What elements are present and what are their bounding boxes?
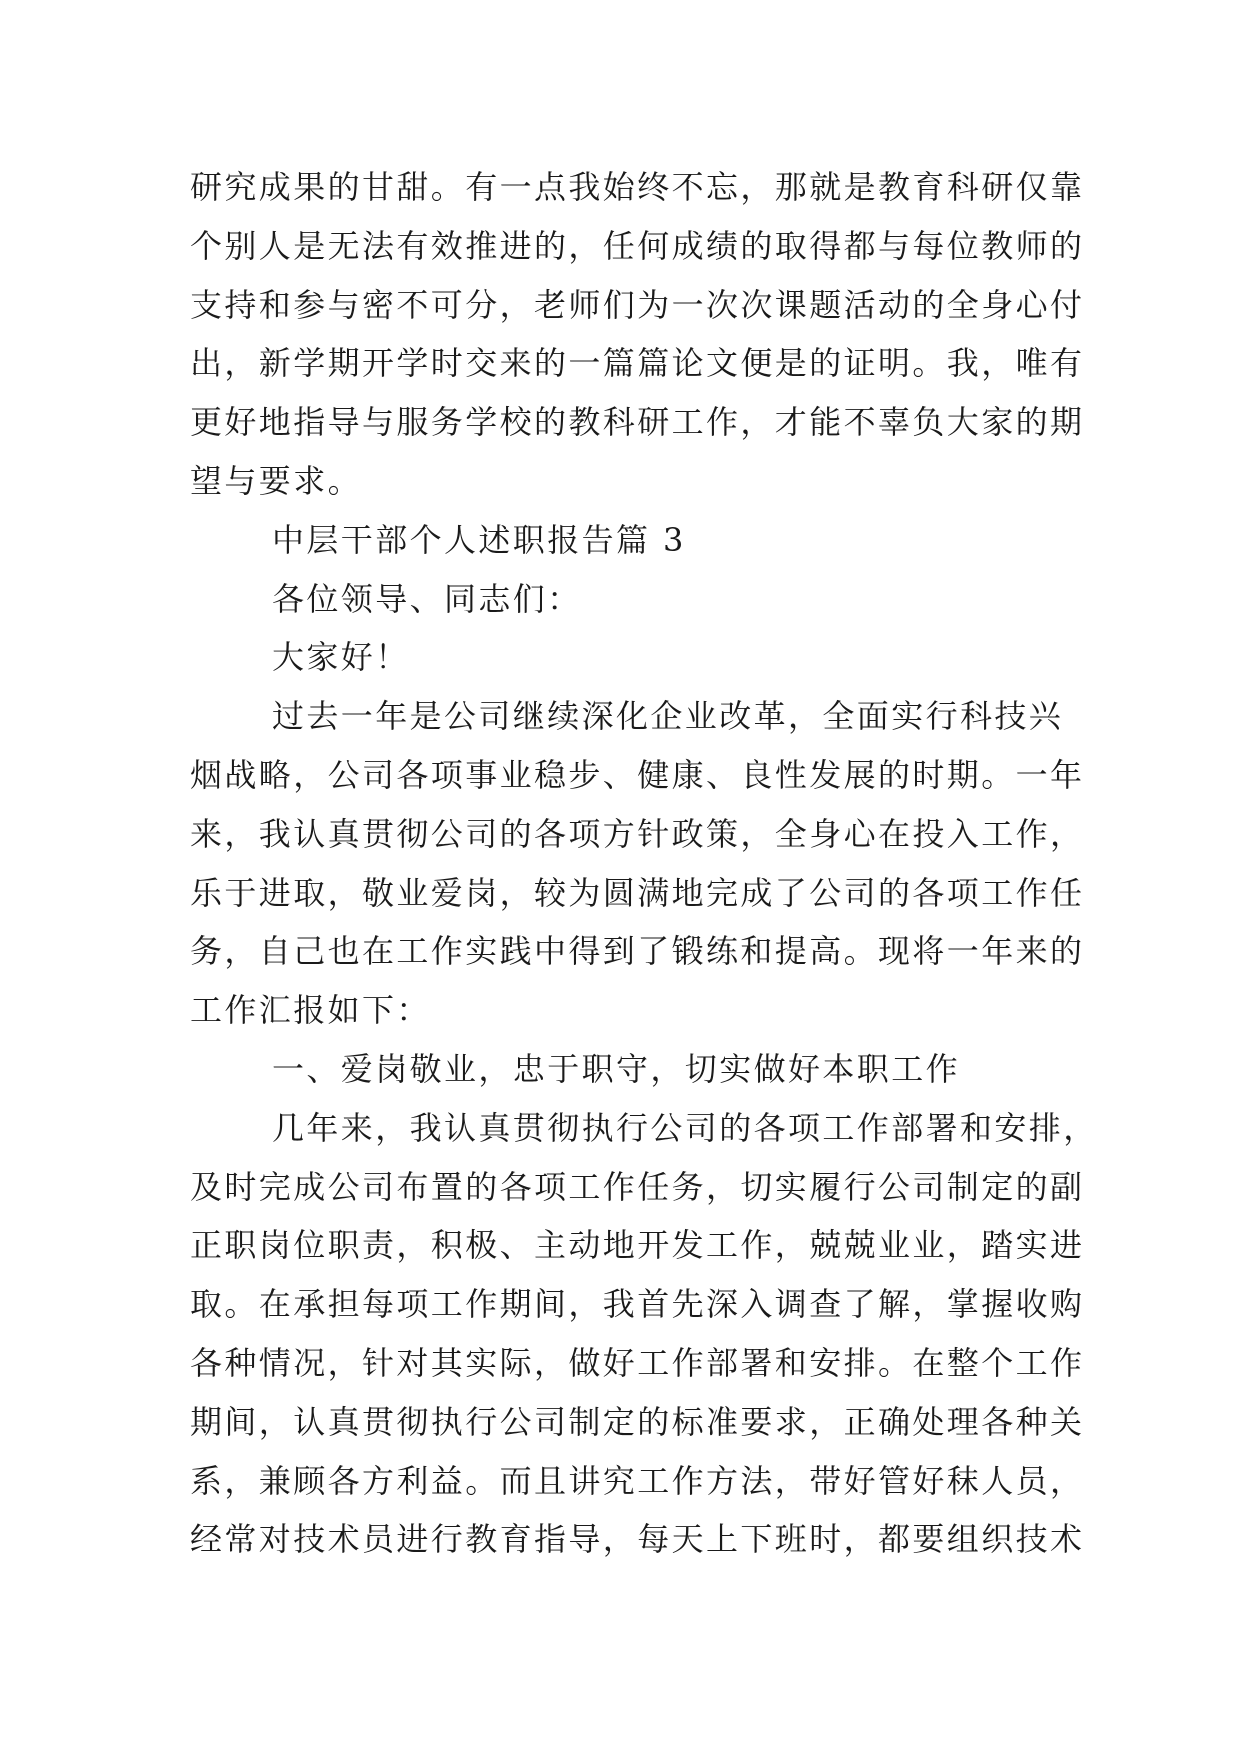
section-title: 中层干部个人述职报告篇 3 bbox=[272, 520, 686, 559]
paragraph-line: 务，自己也在工作实践中得到了锻练和提高。现将一年来的 bbox=[190, 932, 1085, 971]
paragraph-line: 及时完成公司布置的各项工作任务，切实履行公司制定的副 bbox=[190, 1167, 1085, 1206]
paragraph-line: 各种情况，针对其实际，做好工作部署和安排。在整个工作 bbox=[190, 1343, 1085, 1382]
paragraph-line: 来，我认真贯彻公司的各项方针政策，全身心在投入工作， bbox=[190, 814, 1085, 853]
paragraph-line: 几年来，我认真贯彻执行公司的各项工作部署和安排， bbox=[272, 1108, 1098, 1147]
paragraph-line: 经常对技术员进行教育指导，每天上下班时，都要组织技术 bbox=[190, 1520, 1085, 1559]
paragraph-line: 出，新学期开学时交来的一篇篇论文便是的证明。我，唯有 bbox=[190, 344, 1085, 383]
paragraph-line: 系，兼顾各方利益。而且讲究工作方法，带好管好秣人员， bbox=[190, 1461, 1085, 1500]
section-heading: 一、爱岗敬业，忠于职守，切实做好本职工作 bbox=[272, 1049, 961, 1088]
paragraph-line: 更好地指导与服务学校的教科研工作，才能不辜负大家的期 bbox=[190, 403, 1085, 442]
paragraph-line: 期间，认真贯彻执行公司制定的标准要求，正确处理各种关 bbox=[190, 1402, 1085, 1441]
salutation: 各位领导、同志们： bbox=[272, 579, 582, 618]
paragraph-line: 工作汇报如下： bbox=[190, 991, 431, 1030]
paragraph-line: 支持和参与密不可分，老师们为一次次课题活动的全身心付 bbox=[190, 285, 1085, 324]
paragraph-line: 取。在承担每项工作期间，我首先深入调查了解，掌握收购 bbox=[190, 1285, 1085, 1324]
paragraph-line: 正职岗位职责，积极、主动地开发工作，兢兢业业，踏实进 bbox=[190, 1226, 1085, 1265]
paragraph-line: 过去一年是公司继续深化企业改革，全面实行科技兴 bbox=[272, 697, 1064, 736]
paragraph-line: 望与要求。 bbox=[190, 461, 363, 500]
document-body bbox=[190, 158, 1098, 1569]
paragraph-line: 乐于进取，敬业爱岗，较为圆满地完成了公司的各项工作任 bbox=[190, 873, 1085, 912]
greeting: 大家好！ bbox=[272, 638, 410, 677]
paragraph-line: 烟战略，公司各项事业稳步、健康、良性发展的时期。一年 bbox=[190, 755, 1085, 794]
paragraph-line: 个别人是无法有效推进的，任何成绩的取得都与每位教师的 bbox=[190, 226, 1085, 265]
paragraph-line: 研究成果的甘甜。有一点我始终不忘，那就是教育科研仅靠 bbox=[190, 168, 1085, 206]
